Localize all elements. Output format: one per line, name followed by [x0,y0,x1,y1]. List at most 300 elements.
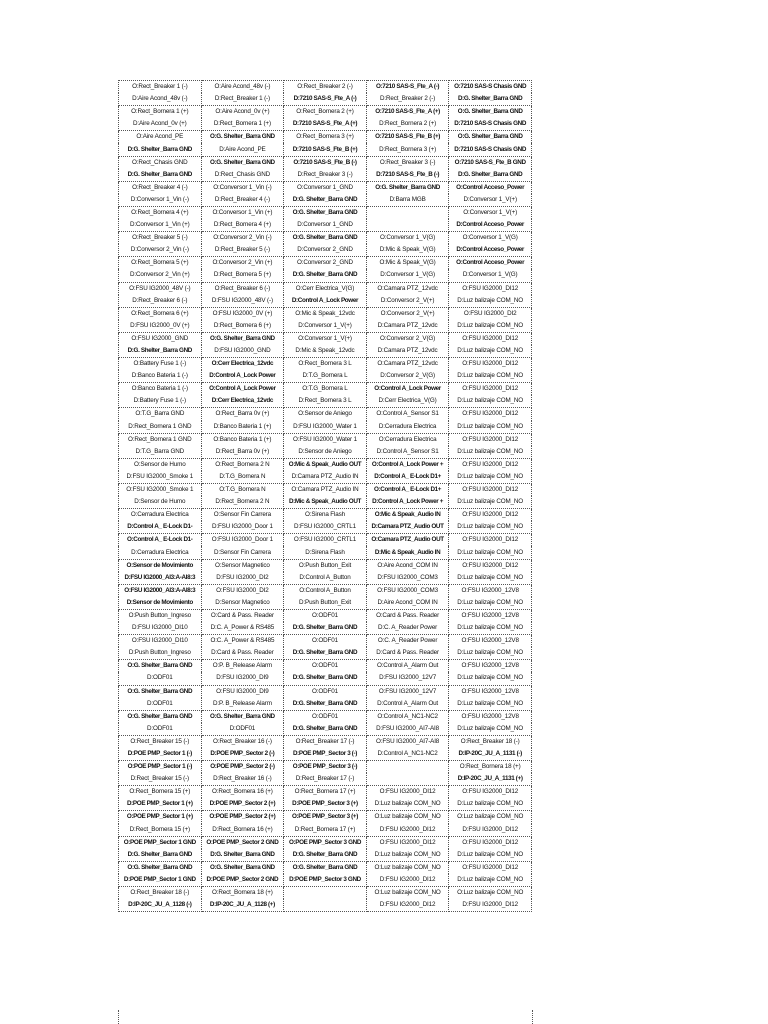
connection-cell: O:Rect_Bornera 6 (+) [119,307,202,320]
connection-cell: D:ODF01 [119,672,202,685]
connection-cell: D:Luz balizaje COM_NO [449,496,532,509]
table-row [119,824,532,837]
connection-cell: D:Rect_Bornera 1 GND [119,421,202,434]
connection-cell: O:FSU IG2000_DI12 [449,534,532,547]
connection-cell: O:Rect_Bornera 4 (+) [119,206,202,219]
connection-cell: O:POE PMP_Sector 3 GND [284,836,367,849]
connection-cell: O:Cerr Electrica_12vdc [201,358,284,371]
connection-cell: O:FSU IG2000_AI7-AI8 [366,735,449,748]
connection-cell: O:7210 SAS-S_Fte_A (-) [366,81,449,94]
connection-cell: O:Sensor de Aniego [284,408,367,421]
connection-cell: D:Aire Acond_COM IN [366,597,449,610]
connection-cell: D:FSU IG2000_Door 1 [201,521,284,534]
connection-cell: D:FSU IG2000_DI12 [449,824,532,837]
connection-cell: O:FSU IG2000_DI12 [449,484,532,497]
connection-cell: O:Sensor de Movimiento [119,559,202,572]
page-bottom-rule [118,1010,533,1024]
connection-cell: O:7210 SAS-S_Fte_B (-) [284,156,367,169]
table-row [119,295,532,308]
connection-cell: O:FSU IG2000_12V8 [449,710,532,723]
connection-cell: D:FSU IG2000_DI12 [366,899,449,912]
connection-cell [366,761,449,774]
connection-cell: O:Mic & Speak_V(G) [366,257,449,270]
connection-cell: O:FSU IG2000_12V7 [366,685,449,698]
connection-cell: O:FSU IG2000_COM3 [366,584,449,597]
connection-cell: D:Aire Acond_PE [201,143,284,156]
connection-cell: D:Rect_Chasis GND [201,169,284,182]
connection-cell: O:Rect_Bornera 2 N [201,458,284,471]
table-row [119,232,532,245]
table-row [119,710,532,723]
table-row [119,811,532,824]
connection-cell: D:Camara PTZ_Audio OUT [366,521,449,534]
connection-cell: D:Luz balizaje COM_NO [449,572,532,585]
table-row [119,471,532,484]
connection-cell: D:ODF01 [201,723,284,736]
connection-cell: O:Rect_Breaker 2 (-) [284,81,367,94]
table-row [119,194,532,207]
connection-cell: D:FSU IG2000_AI3:A-AI8:3 [119,572,202,585]
connection-cell: O:Rect_Breaker 17 (-) [284,735,367,748]
connection-cell: O:Conversor 1_Vin (-) [201,181,284,194]
connection-cell: O:G. Shelter_Barra GND [366,181,449,194]
connection-cell: O:Control A_Button [284,584,367,597]
connection-cell: O:Rect_Bornera 17 (+) [284,786,367,799]
connection-cell: O:Sensor Magnetico [201,559,284,572]
connection-cell: O:G. Shelter_Barra GND [119,660,202,673]
connection-cell: O:Rect_Breaker 15 (-) [119,735,202,748]
connection-cell: D:Conversor 1_V(+) [449,194,532,207]
connection-cell: D:Luz balizaje COM_NO [449,345,532,358]
connection-cell: D:Control A_NC1-NC2 [366,748,449,761]
connection-cell: O:C. A_Power & RS485 [201,635,284,648]
connection-cell: O:ODF01 [284,609,367,622]
connection-cell: O:Luz balizaje COM_NO [366,861,449,874]
table-row [119,647,532,660]
connection-cell: O:Aire Acond_48v (-) [201,81,284,94]
table-row [119,798,532,811]
table-row [119,383,532,396]
connection-cell: O:Rect_Chasis GND [119,156,202,169]
table-row [119,458,532,471]
connection-cell: O:G. Shelter_Barra GND [119,861,202,874]
connection-cell: D:Conversor 1_GND [284,219,367,232]
connection-cell: O:Conversor 1_GND [284,181,367,194]
connection-cell: O:FSU IG2000_Water 1 [284,433,367,446]
connection-cell: D:Control A_Alarm Out [366,698,449,711]
connection-cell: O:Sensor de Humo [119,458,202,471]
connection-cell: D:Luz balizaje COM_NO [449,723,532,736]
connection-cell [366,219,449,232]
table-row [119,181,532,194]
connection-cell: D:FSU IG2000_DI12 [449,899,532,912]
connection-cell: O:Rect_Bornera 3 (+) [284,131,367,144]
connection-cell: D:Rect_Bornera 15 (+) [119,824,202,837]
connection-cell: D:Luz balizaje COM_NO [449,672,532,685]
connection-cell: D:FSU IG2000_0V (+) [119,320,202,333]
connection-cell: O:POE PMP_Sector 1 (-) [119,761,202,774]
connection-cell: D:POE PMP_Sector 3 (-) [284,748,367,761]
connection-cell: D:IP-20C_JU_A_1131 (+) [449,773,532,786]
table-row [119,899,532,912]
table-row [119,635,532,648]
connection-cell: D:Rect_Breaker 1 (-) [201,93,284,106]
connection-cell: D:G. Shelter_Barra GND [284,269,367,282]
connection-cell: O:FSU IG2000_AI3:A-AI8:3 [119,584,202,597]
connection-cell: D:Card & Pass. Reader [366,647,449,660]
connection-cell: D:POE PMP_Sector 1 GND [119,874,202,887]
connection-cell: D:POE PMP_Sector 2 GND [201,874,284,887]
connection-cell: D:FSU IG2000_DI10 [119,622,202,635]
connection-cell: O:Sensor Fin Carrera [201,509,284,522]
connection-cell: O:Control Acceso_Power [449,257,532,270]
connection-cell: D:Rect_Bornera 3 (+) [366,143,449,156]
connection-cell: O:G. Shelter_Barra GND [119,710,202,723]
connection-cell: O:POE PMP_Sector 1 GND [119,836,202,849]
connection-cell: D:Cerr Electrica_12vdc [201,395,284,408]
connection-cell: O:G. Shelter_Barra GND [201,131,284,144]
connection-cell: D:Banco Bateria 1 (-) [119,370,202,383]
connection-cell: D:Cerradura Electrica [366,421,449,434]
table-row [119,786,532,799]
connection-cell: O:Conversor 2_Vin (-) [201,232,284,245]
connection-cell: D:G. Shelter_Barra GND [119,169,202,182]
connection-cell: O:Cerradura Electrica [366,433,449,446]
connection-cell: O:Rect_Breaker 3 (-) [366,156,449,169]
connection-cell: D:Control A_Lock Power + [366,496,449,509]
connection-cell: D:Card & Pass. Reader [201,647,284,660]
connection-cell: O:G. Shelter_Barra GND [119,685,202,698]
connection-cell: O:G. Shelter_Barra GND [201,332,284,345]
table-row [119,584,532,597]
connection-cell: O:Conversor 2_V(+) [366,307,449,320]
connection-cell: O:FSU IG2000_12V8 [449,609,532,622]
connection-cell: D:G. Shelter_Barra GND [119,143,202,156]
connection-cell: D:T.G_Bornera L [284,370,367,383]
connection-cell: O:Control Acceso_Power [449,181,532,194]
connection-cell: D:Mic & Speak_12vdc [284,345,367,358]
connection-cell: O:Cerradura Electrica [119,509,202,522]
table-row [119,257,532,270]
connection-cell: O:Rect_Breaker 1 (-) [119,81,202,94]
connection-cell: O:Card & Pass. Reader [366,609,449,622]
connection-cell: O:FSU IG2000_DI12 [366,836,449,849]
connection-cell: O:FSU IG2000_DI12 [449,408,532,421]
connection-cell: D:G. Shelter_Barra GND [449,169,532,182]
connection-table [118,80,532,912]
connection-cell: O:Rect_Bornera 5 (+) [119,257,202,270]
connection-cell: D:POE PMP_Sector 1 (+) [119,798,202,811]
connection-cell: D:POE PMP_Sector 3 (+) [284,798,367,811]
connection-cell: O:Rect_Breaker 18 (-) [449,735,532,748]
connection-cell: D:Luz balizaje COM_NO [449,698,532,711]
connection-cell: D:Luz balizaje COM_NO [366,798,449,811]
table-row [119,421,532,434]
connection-cell: O:POE PMP_Sector 3 (+) [284,811,367,824]
connection-cell: D:Camara PTZ_Audio IN [284,471,367,484]
connection-cell: O:FSU IG2000_DI12 [449,282,532,295]
connection-cell: O:POE PMP_Sector 1 (+) [119,811,202,824]
connection-cell: O:Battery Fuse 1 (-) [119,358,202,371]
connection-cell: O:FSU IG2000_48V (-) [119,282,202,295]
connection-cell: D:G. Shelter_Barra GND [284,849,367,862]
connection-cell: O:Conversor 1_V(G) [366,232,449,245]
table-row [119,773,532,786]
connection-cell: O:Mic & Speak_12vdc [284,307,367,320]
connection-cell: D:Control A_Lock Power [201,370,284,383]
table-row [119,849,532,862]
connection-cell [366,773,449,786]
connection-cell: O:G. Shelter_Barra GND [284,861,367,874]
connection-cell: D:Conversor 1_Vin (+) [119,219,202,232]
connection-cell: O:7210 SAS-S_Fte_B GND [449,156,532,169]
connection-cell: O:FSU IG2000_DI12 [449,332,532,345]
connection-cell: O:POE PMP_Sector 2 GND [201,836,284,849]
connection-cell: O:G. Shelter_Barra GND [284,206,367,219]
connection-cell: D:POE PMP_Sector 1 (-) [119,748,202,761]
connection-cell: O:Control A_Lock Power [201,383,284,396]
connection-cell: D:ODF01 [119,698,202,711]
connection-cell: D:T.G_Bornera N [201,471,284,484]
connection-cell: D:Luz balizaje COM_NO [449,471,532,484]
connection-cell: D:Rect_Breaker 5 (-) [201,244,284,257]
connection-cell: O:Camara PTZ_12vdc [366,282,449,295]
table-row [119,761,532,774]
connection-cell: O:7210 SAS-S_Fte_B (+) [366,131,449,144]
connection-cell: D:FSU IG2000_CRTL1 [284,521,367,534]
connection-cell: D:Conversor 1_Vin (-) [119,194,202,207]
connection-cell: O:Conversor 2_Vin (+) [201,257,284,270]
connection-cell: O:FSU IG2000_12V8 [449,660,532,673]
connection-cell: O:Rect_Bornera 15 (+) [119,786,202,799]
connection-cell: O:Rect_Barra 0v (+) [201,408,284,421]
connection-cell: O:Aire Acond_COM IN [366,559,449,572]
table-row [119,106,532,119]
connection-cell: O:FSU IG2000_0V (+) [201,307,284,320]
table-row [119,169,532,182]
table-row [119,446,532,459]
connection-cell: D:Control Acceso_Power [449,219,532,232]
connection-cell: O:Control A_Alarm Out [366,660,449,673]
connection-cell: D:Rect_Bornera 17 (+) [284,824,367,837]
connection-cell: D:IP-20C_JU_A_1128 (+) [201,899,284,912]
connection-cell: O:Conversor 2_GND [284,257,367,270]
connection-cell: D:FSU IG2000_12V7 [366,672,449,685]
connection-cell: O:Conversor 1_V(+) [284,332,367,345]
table-row [119,93,532,106]
connection-cell: D:Conversor 2_V(+) [366,295,449,308]
connection-cell: O:FSU IG2000_DI2 [449,307,532,320]
connection-cell: D:Luz balizaje COM_NO [449,295,532,308]
connection-cell: O:Rect_Bornera 18 (+) [201,887,284,900]
table-row [119,206,532,219]
connection-cell: O:FSU IG2000_DI10 [119,635,202,648]
connection-cell: D:POE PMP_Sector 3 GND [284,874,367,887]
connection-cell: O:Conversor 2_V(G) [366,332,449,345]
connection-cell: O:Push Button_Ingreso [119,609,202,622]
connection-cell: D:G. Shelter_Barra GND [284,723,367,736]
connection-cell: D:FSU IG2000_DI9 [201,672,284,685]
connection-cell: O:Luz balizaje COM_NO [449,811,532,824]
connection-cell: D:G. Shelter_Barra GND [201,849,284,862]
connection-cell: O:ODF01 [284,635,367,648]
connection-cell: O:T.G_Bornera N [201,484,284,497]
connection-cell: D:Control A_Lock Power [284,295,367,308]
table-row [119,143,532,156]
connection-cell: O:Luz balizaje COM_NO [449,887,532,900]
connection-cell: D:Mic & Speak_V(G) [366,244,449,257]
connection-cell: O:Banco Bateria 1 (-) [119,383,202,396]
connection-cell: O:G. Shelter_Barra GND [201,710,284,723]
connection-cell: D:Sensor de Movimiento [119,597,202,610]
table-row [119,836,532,849]
connection-cell: D:Sirena Flash [284,546,367,559]
connection-cell: O:Control A_Lock Power [366,383,449,396]
table-row [119,433,532,446]
connection-cell: D:FSU IG2000_Water 1 [284,421,367,434]
connection-cell: D:Banco Bateria 1 (+) [201,421,284,434]
connection-cell: D:FSU IG2000_DI12 [366,824,449,837]
connection-cell: D:Luz balizaje COM_NO [449,395,532,408]
connection-cell: O:FSU IG2000_GND [119,332,202,345]
connection-cell: O:FSU IG2000_DI12 [449,836,532,849]
connection-cell: O:FSU IG2000_DI12 [449,458,532,471]
connection-cell: D:Control A_ E-Lock D1+ [366,471,449,484]
table-row [119,572,532,585]
connection-cell: D:7210 SAS-S_Fte_A (-) [284,93,367,106]
connection-cell: D:G. Shelter_Barra GND [284,698,367,711]
connection-cell: D:ODF01 [119,723,202,736]
table-row [119,735,532,748]
connection-cell: D:Rect_Breaker 15 (-) [119,773,202,786]
connection-cell: D:Luz balizaje COM_NO [449,546,532,559]
table-row [119,597,532,610]
connection-cell: D:Barra MGB [366,194,449,207]
connection-cell: D:Push Button_Exit [284,597,367,610]
connection-cell: D:Rect_Barra 0v (+) [201,446,284,459]
table-row [119,521,532,534]
connection-cell: D:Rect_Bornera 16 (+) [201,824,284,837]
connection-cell: O:FSU IG2000_CRTL1 [284,534,367,547]
connection-cell: D:Rect_Breaker 3 (-) [284,169,367,182]
connection-cell: D:Control A_ E-Lock D1- [119,521,202,534]
connection-cell: D:Rect_Bornera 6 (+) [201,320,284,333]
connection-cell: D:Rect_Bornera 2 (+) [366,118,449,131]
connection-cell: O:Sirena Flash [284,509,367,522]
connection-cell: D:Conversor 1_V(G) [366,269,449,282]
connection-cell: O:FSU IG2000_12V8 [449,685,532,698]
connection-cell: O:FSU IG2000_Smoke 1 [119,484,202,497]
table-row [119,496,532,509]
connection-cell: D:Conversor 1_V(+) [284,320,367,333]
connection-cell: D:Sensor de Aniego [284,446,367,459]
connection-cell: O:G. Shelter_Barra GND [201,156,284,169]
connection-cell: D:G. Shelter_Barra GND [284,194,367,207]
connection-cell: O:Conversor 1_V(+) [449,206,532,219]
connection-cell: D:T.G_Barra GND [119,446,202,459]
connection-cell: O:Conversor 1_V(G) [449,232,532,245]
connection-cell: D:IP-20C_JU_A_1131 (-) [449,748,532,761]
connection-cell: D:7210 SAS-S Chasis GND [449,143,532,156]
table-row [119,358,532,371]
connection-cell: D:Luz balizaje COM_NO [449,597,532,610]
connection-cell [366,206,449,219]
connection-cell: D:FSU IG2000_GND [201,345,284,358]
connection-cell: D:Luz balizaje COM_NO [449,421,532,434]
connection-cell: O:ODF01 [284,660,367,673]
connection-cell: D:Aire Acond_0v (+) [119,118,202,131]
table-row [119,332,532,345]
connection-cell: O:ODF01 [284,685,367,698]
connection-cell: D:Rect_Bornera 4 (+) [201,219,284,232]
connection-cell: O:G. Shelter_Barra GND [449,106,532,119]
connection-cell: O:Card & Pass. Reader [201,609,284,622]
connection-cell: O:Control A_ E-Lock D1- [119,534,202,547]
table-row [119,861,532,874]
connection-cell: O:POE PMP_Sector 2 (-) [201,761,284,774]
connection-cell: D:POE PMP_Sector 2 (+) [201,798,284,811]
connection-cell: O:ODF01 [284,710,367,723]
connection-cell: D:Push Button_Ingreso [119,647,202,660]
connection-cell: O:Mic & Speak_Audio IN [366,509,449,522]
connection-cell: D:Control Acceso_Power [449,244,532,257]
connection-cell: D:Rect_Bornera 2 N [201,496,284,509]
table-row [119,282,532,295]
connection-cell: D:Rect_Bornera 3 L [284,395,367,408]
table-row [119,118,532,131]
connection-cell: O:FSU IG2000_DI12 [449,433,532,446]
table-row [119,723,532,736]
table-row [119,660,532,673]
connection-cell: D:Cerr Electrica_V(G) [366,395,449,408]
connection-cell: O:Aire Acond_PE [119,131,202,144]
connection-cell: D:7210 SAS-S Chasis GND [449,118,532,131]
connection-cell: D:7210 SAS-S_Fte_B (+) [284,143,367,156]
connection-cell: D:Luz balizaje COM_NO [449,874,532,887]
connection-cell: O:Rect_Bornera 18 (+) [449,761,532,774]
connection-cell: D:Battery Fuse 1 (-) [119,395,202,408]
connection-cell: O:FSU IG2000_DI12 [449,786,532,799]
connection-cell: O:G. Shelter_Barra GND [284,232,367,245]
table-row [119,395,532,408]
connection-cell: D:G. Shelter_Barra GND [284,672,367,685]
table-row [119,307,532,320]
connection-cell: O:Control A_ E-Lock D1+ [366,484,449,497]
connection-cell: D:Conversor 2_GND [284,244,367,257]
table-row [119,219,532,232]
table-row [119,609,532,622]
connection-cell [284,887,367,900]
connection-cell: D:Luz balizaje COM_NO [449,320,532,333]
connection-cell: D:Mic & Speak_Audio IN [366,546,449,559]
connection-cell: D:Conversor 2_V(G) [366,370,449,383]
connection-cell: D:FSU IG2000_DI2 [201,572,284,585]
table-row [119,509,532,522]
connection-cell: O:Banco Bateria 1 (+) [201,433,284,446]
connection-cell: D:Rect_Breaker 17 (-) [284,773,367,786]
connection-cell: O:G. Shelter_Barra GND [449,131,532,144]
connection-cell: D:Conversor 2_Vin (-) [119,244,202,257]
connection-cell: D:7210 SAS-S_Fte_A (+) [284,118,367,131]
connection-cell: D:G. Shelter_Barra GND [119,345,202,358]
table-row [119,131,532,144]
connection-cell: D:Luz balizaje COM_NO [366,849,449,862]
table-row [119,345,532,358]
connection-cell: O:G. Shelter_Barra GND [201,861,284,874]
connection-cell: D:POE PMP_Sector 2 (-) [201,748,284,761]
connection-cell: O:Aire Acond_0v (+) [201,106,284,119]
table-row [119,685,532,698]
